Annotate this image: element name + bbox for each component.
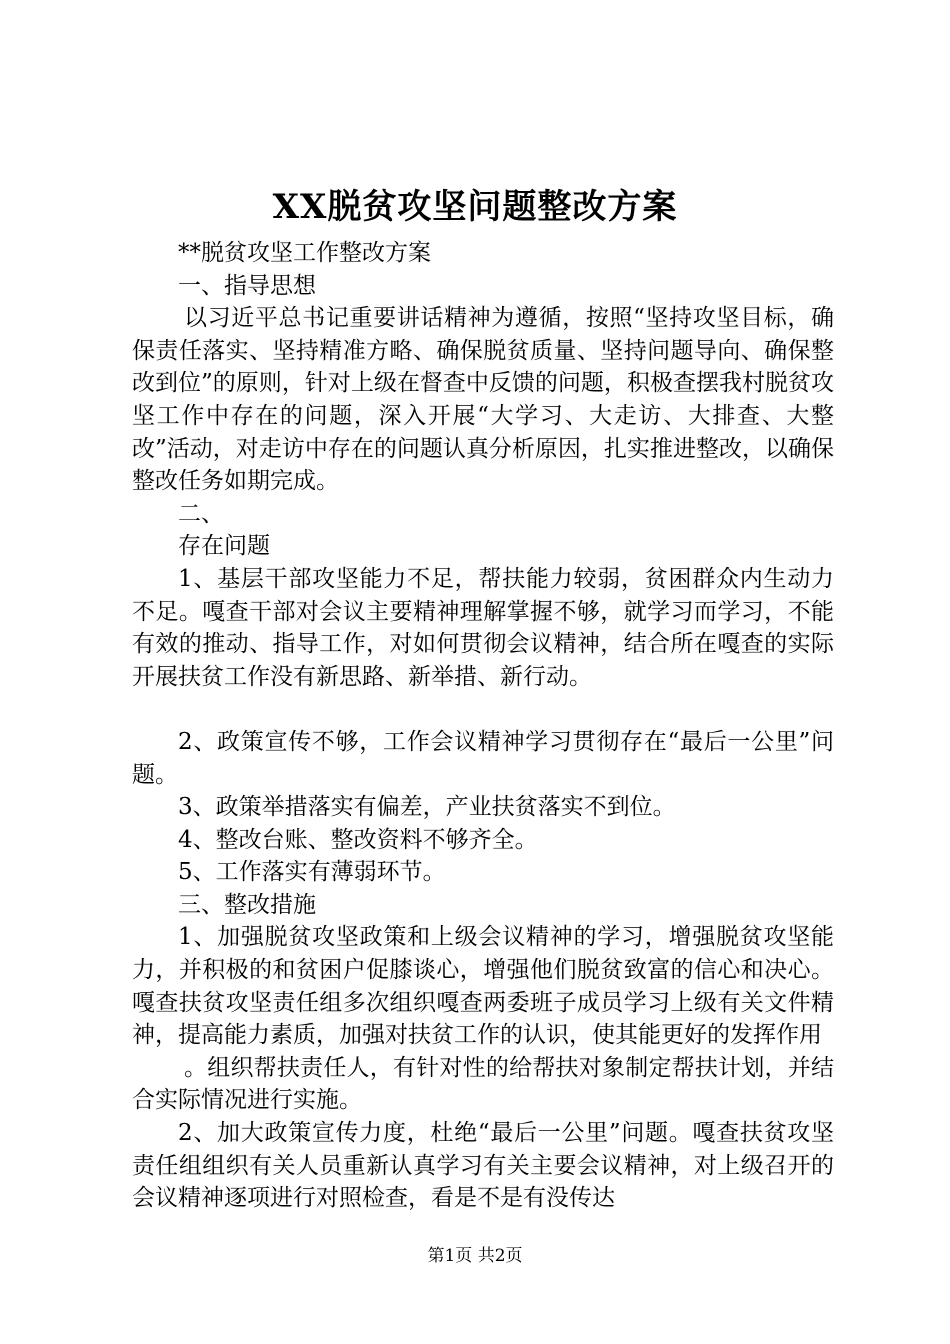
document-title: XX脱贫攻坚问题整改方案 [272, 187, 678, 227]
section-heading-two: 二、 [178, 500, 224, 527]
page-number-footer: 第1页 共2页 [427, 1246, 523, 1266]
blank-line [132, 693, 834, 726]
measure-item-1: 1、加强脱贫攻坚政策和上级会议精神的学习，增强脱贫攻坚能力，并积极的和贫困户促膝谈心，增强他们脱贫致富的信心和决心。嘎查扶贫攻坚责任组多次组织嘎查两委班子成员学习上级有关文件精神，提高能力素质，加强对扶贫工作的认识，使其能更好的发挥作用 [132, 924, 834, 1049]
guiding-thought-paragraph: 以习近平总书记重要讲话精神为遵循，按照“坚持攻坚目标，确保责任落实、坚持精准方略、确保脱贫质量、坚持问题导向、确保整改到位”的原则，针对上级在督查中反馈的问题，积极查摆我村脱贫攻坚工作中存在的问题，深入开展“大学习、大走访、大排查、大整改”活动，对走访中存在的问题认真分析原因，扎实推进整改，以确保整改任务如期完成。 [132, 305, 834, 495]
section-heading-rectification-measures: 三、整改措施 [178, 891, 316, 918]
subtitle-paragraph: **脱贫攻坚工作整改方案 [178, 240, 431, 266]
problem-item-2: 2、政策宣传不够，工作会议精神学习贯彻存在“最后一公里”问题。 [132, 728, 834, 788]
measure-item-1-continued: 。组织帮扶责任人，有针对性的给帮扶对象制定帮扶计划，并结合实际情况进行实施。 [132, 1054, 834, 1114]
problem-item-1: 1、基层干部攻坚能力不足，帮扶能力较弱，贫困群众内生动力不足。嘎查干部对会议主要精神理解掌握不够，就学习而学习，不能有效的推动、指导工作，对如何贯彻会议精神，结合所在嘎查的实际开展扶贫工作没有新思路、新举措、新行动。 [132, 565, 834, 690]
problem-item-5: 5、工作落实有薄弱环节。 [178, 859, 446, 886]
section-heading-existing-problems: 存在问题 [178, 533, 270, 560]
problem-item-4: 4、整改台账、整改资料不够齐全。 [178, 826, 538, 853]
problem-item-3: 3、政策举措落实有偏差，产业扶贫落实不到位。 [178, 794, 676, 821]
document-body [132, 237, 834, 1215]
measure-item-2: 2、加大政策宣传力度，杜绝“最后一公里”问题。嘎查扶贫攻坚责任组组织有关人员重新认真学习有关主要会议精神，对上级召开的会议精神逐项进行对照检查，看是不是有没传达 [132, 1120, 834, 1212]
section-heading-guiding-thought: 一、指导思想 [178, 272, 316, 299]
